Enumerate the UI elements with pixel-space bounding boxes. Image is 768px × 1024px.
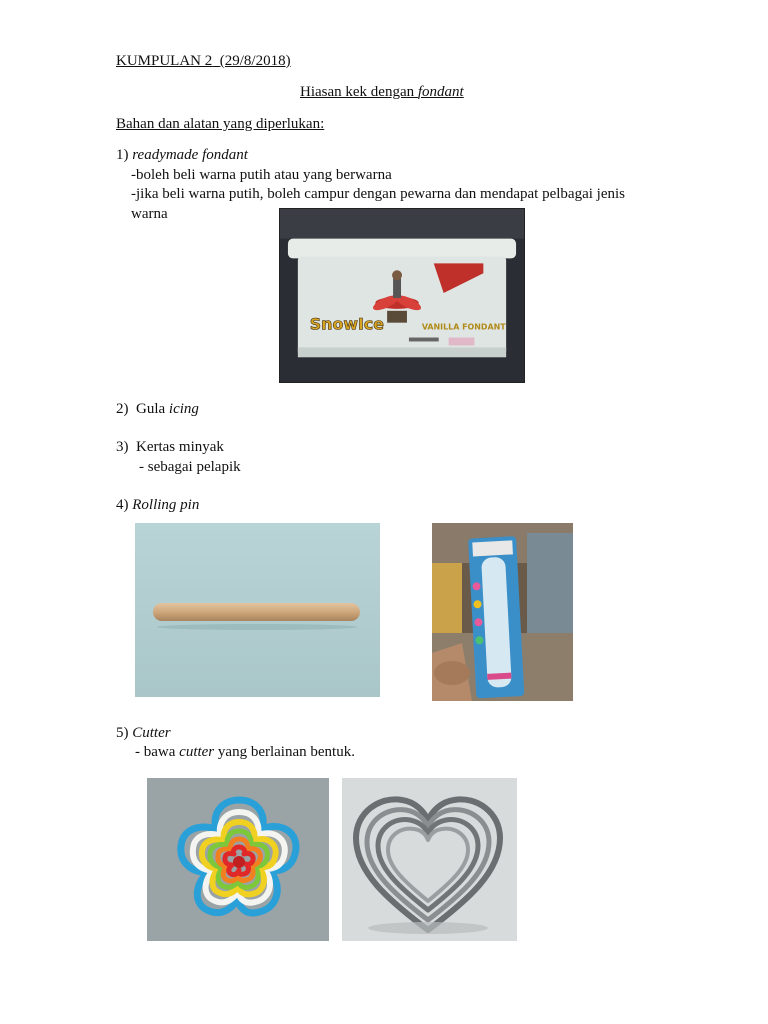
title-italic: fondant [417, 84, 464, 100]
document-title [300, 83, 464, 101]
item-1-heading [116, 146, 248, 164]
item-3-note: - sebagai pelapik [139, 459, 241, 475]
flower-cutters-image [147, 778, 329, 941]
item-2-name: Gula [136, 401, 169, 417]
packaged-rolling-pin-image [432, 523, 573, 701]
fondant-brand-text: SnowIce [309, 314, 385, 334]
heart-cutters-image [342, 778, 517, 941]
wooden-rolling-pin-photo [135, 523, 380, 697]
fondant-tub-image [280, 209, 524, 382]
item-5-note [135, 743, 355, 761]
item-2-name-italic: icing [168, 401, 199, 417]
fondant-product-text: VANILLA FONDANT [421, 322, 506, 332]
item-1-note-1: -boleh beli warna putih atau yang berwarna [131, 167, 392, 183]
flower-cutters-photo [147, 778, 329, 941]
group-heading [116, 52, 291, 70]
item-4-heading [116, 496, 199, 514]
item-3-number: 3) [116, 439, 129, 455]
item-2-number: 2) [116, 401, 129, 417]
item-5-number: 5) [116, 725, 129, 741]
group-label: KUMPULAN 2 [116, 53, 213, 69]
item-1-name: readymade fondant [132, 147, 248, 163]
item-5-heading [116, 724, 171, 742]
item-5-note-prefix: - bawa [135, 744, 180, 760]
item-5-note-italic: cutter [179, 744, 215, 760]
item-5-note-suffix: yang berlainan bentuk. [214, 744, 355, 760]
item-4-name: Rolling pin [132, 497, 200, 513]
heading-date: (29/8/2018) [219, 53, 291, 69]
item-1-note-3: warna [131, 206, 168, 222]
item-5-name: Cutter [132, 725, 171, 741]
item-3-heading [116, 438, 224, 456]
materials-heading: Bahan dan alatan yang diperlukan: [116, 116, 325, 132]
wooden-rolling-pin-image [135, 523, 380, 697]
packaged-rolling-pin-photo [432, 523, 573, 701]
item-2-heading [116, 400, 199, 418]
item-4-number: 4) [116, 497, 129, 513]
item-1-number: 1) [116, 147, 129, 163]
item-1-note-2: -jika beli warna putih, boleh campur dengan pewarna dan mendapat pelbagai jenis [131, 186, 625, 202]
fondant-tub-photo [279, 208, 525, 383]
heart-cutters-photo [342, 778, 517, 941]
item-3-name: Kertas minyak [136, 439, 224, 455]
title-text: Hiasan kek dengan [300, 84, 418, 100]
